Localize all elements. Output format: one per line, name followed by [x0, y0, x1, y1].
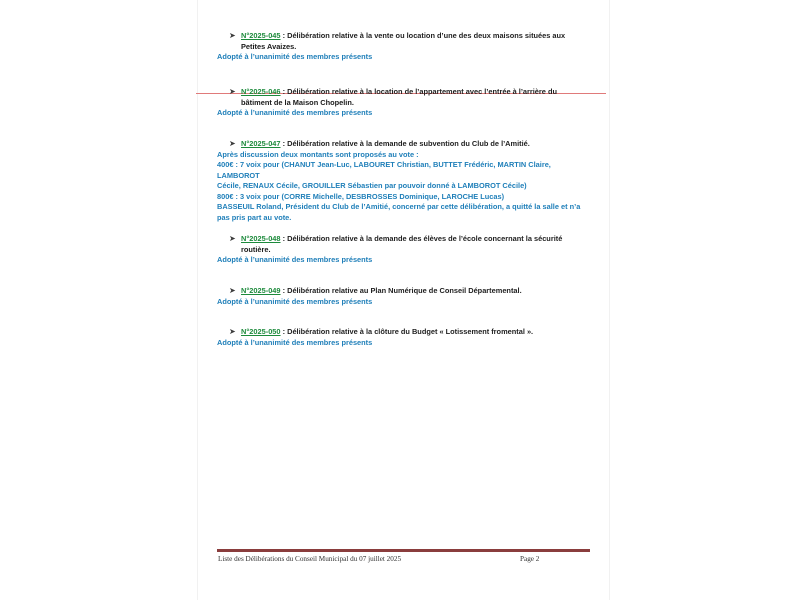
deliberation-number: N°2025-050 [241, 327, 281, 336]
deliberation-item-046 [217, 87, 589, 119]
deliberation-description: Délibération relative au Plan Numérique de Conseil Départemental. [287, 286, 522, 295]
vote-result: Adopté à l’unanimité des membres présents [217, 108, 373, 117]
deliberation-text: N°2025-046 : Délibération relative à la location de l’appartement avec l’entrée à l’arrière du [241, 87, 557, 96]
arrow-bullet-icon: ➤ [229, 234, 236, 243]
deliberation-description: Délibération relative à la vente ou location d’une des deux maisons situées aux [287, 31, 566, 40]
page-edge-right [609, 0, 610, 600]
vote-details [217, 150, 589, 224]
deliberation-text: N°2025-047 : Délibération relative à la demande de subvention du Club de l’Amitié. [241, 139, 530, 148]
deliberation-description-continued: bâtiment de la Maison Chopelin. [241, 97, 354, 107]
deliberation-description: Délibération relative à la demande des élèves de l’école concernant la sécurité [287, 234, 563, 243]
page-number: Page 2 [520, 555, 540, 563]
vote-result: Adopté à l’unanimité des membres présents [217, 296, 373, 306]
page-edge-left [197, 0, 198, 600]
vote-result: Adopté à l’unanimité des membres présents [217, 52, 373, 61]
deliberation-description: Délibération relative à la demande de subvention du Club de l’Amitié. [287, 139, 530, 148]
deliberation-number: N°2025-047 [241, 139, 281, 148]
vote-result: Adopté à l’unanimité des membres présents [217, 337, 373, 347]
vote-line: 400€ : 7 voix pour (CHANUT Jean-Luc, LABOURET Christian, BUTTET Frédéric, MARTIN Claire, LAMBOROT [217, 160, 551, 180]
vote-result: Adopté à l’unanimité des membres présents [217, 255, 373, 264]
deliberation-number: N°2025-049 [241, 286, 281, 295]
deliberation-text: N°2025-048 : Délibération relative à la demande des élèves de l’école concernant la sécurité [241, 234, 563, 243]
deliberation-description: Délibération relative à la location de l’appartement avec l’entrée à l’arrière du [287, 87, 557, 96]
vote-line: BASSEUIL Roland, Président du Club de l’Amitié, concerné par cette délibération, a quitté la salle et n’a [217, 202, 581, 211]
deliberation-text: N°2025-050 : Délibération relative à la clôture du Budget « Lotissement fromental ». [241, 327, 534, 336]
deliberation-number: N°2025-046 [241, 87, 281, 96]
arrow-bullet-icon: ➤ [229, 87, 236, 96]
deliberation-number: N°2025-045 [241, 31, 281, 40]
deliberation-item-047 [217, 139, 589, 223]
deliberation-number: N°2025-048 [241, 234, 281, 243]
arrow-bullet-icon: ➤ [229, 286, 236, 295]
deliberation-description: Délibération relative à la clôture du Budget « Lotissement fromental ». [287, 327, 534, 336]
deliberation-item-049 [217, 286, 589, 307]
vote-line: pas pris part au vote. [217, 212, 292, 222]
vote-line: Après discussion deux montants sont proposés au vote : [217, 149, 419, 159]
deliberation-item-045 [217, 31, 589, 63]
deliberation-description-continued: routière. [241, 244, 271, 254]
footer-title: Liste des Délibérations du Conseil Municipal du 07 juillet 2025 [218, 555, 402, 563]
footer-rule [217, 549, 590, 552]
vote-line: 800€ : 3 voix pour (CORRE Michelle, DESBROSSES Dominique, LAROCHE Lucas) [217, 191, 505, 201]
deliberation-item-050 [217, 327, 589, 348]
deliberation-item-048 [217, 234, 589, 266]
deliberation-text: N°2025-049 : Délibération relative au Plan Numérique de Conseil Départemental. [241, 286, 522, 295]
arrow-bullet-icon: ➤ [229, 31, 236, 40]
deliberation-description-continued: Petites Avaizes. [241, 41, 297, 51]
vote-line: Cécile, RENAUX Cécile, GROUILLER Sébastien par pouvoir donné à LAMBOROT Cécile) [217, 181, 527, 190]
arrow-bullet-icon: ➤ [229, 139, 236, 148]
arrow-bullet-icon: ➤ [229, 327, 236, 336]
deliberation-text: N°2025-045 : Délibération relative à la vente ou location d’une des deux maisons situées aux [241, 31, 566, 40]
